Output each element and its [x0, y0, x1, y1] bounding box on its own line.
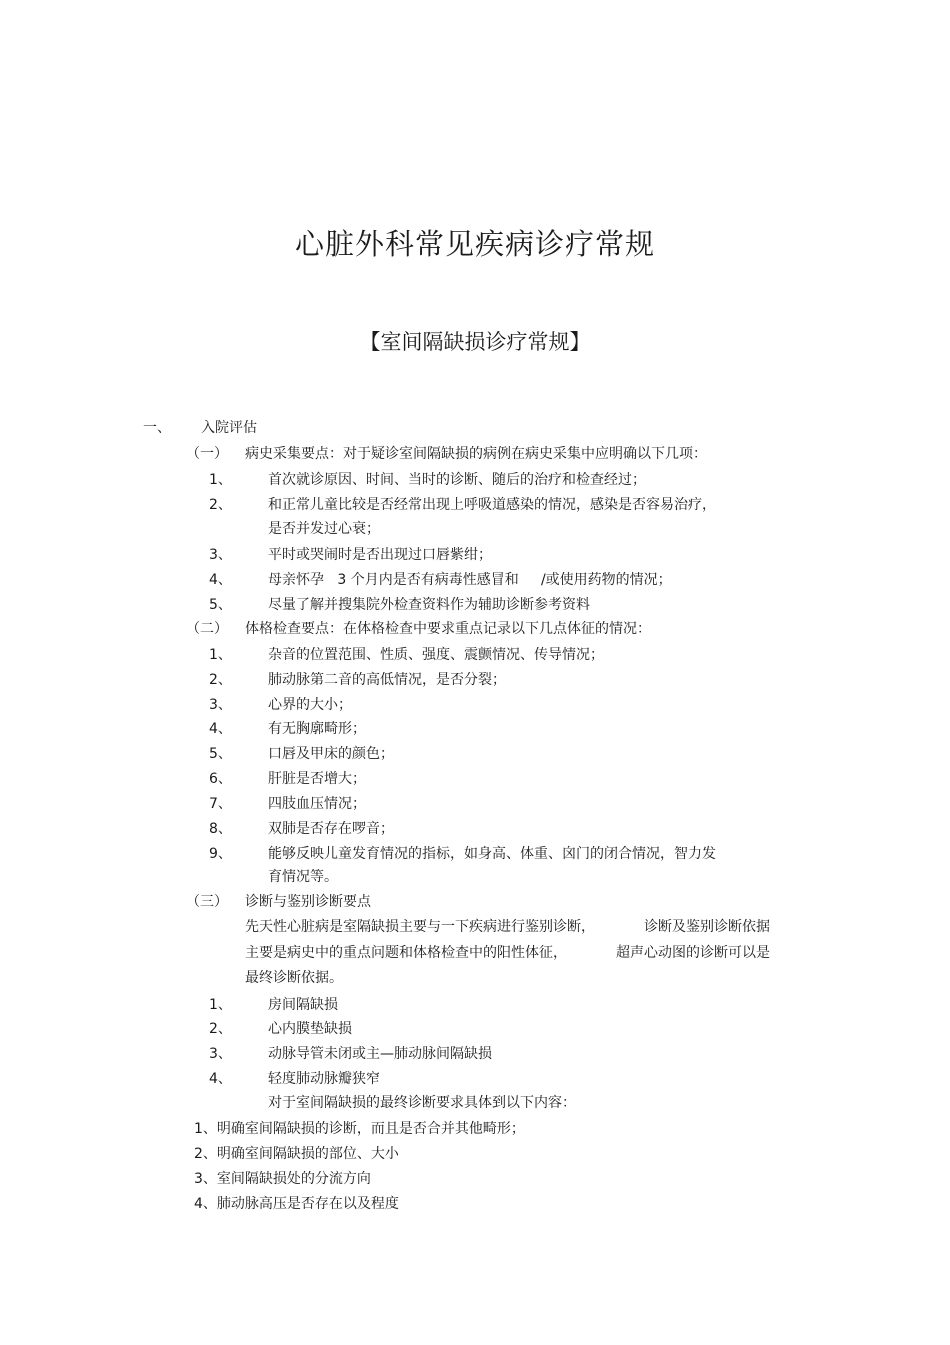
- final-list-item: 2、明确室间隔缺损的部位、大小: [194, 1146, 399, 1162]
- list-item-number: 4、: [209, 572, 232, 588]
- list-item-text: 尽量了解并搜集院外检查资料作为辅助诊断参考资料: [268, 597, 590, 613]
- list-item-text: 动脉导管未闭或主—肺动脉间隔缺损: [268, 1046, 492, 1062]
- list-item-number: 1、: [209, 997, 232, 1013]
- subsection-number: （一）: [186, 446, 228, 462]
- document-subtitle: 【室间隔缺损诊疗常规】: [359, 330, 591, 354]
- list-item-number: 5、: [209, 597, 232, 613]
- list-item-number: 5、: [209, 746, 232, 762]
- list-item-number: 3、: [209, 697, 232, 713]
- list-item-text: 口唇及甲床的颜色；: [268, 746, 394, 762]
- list-item-text: 房间隔缺损: [268, 997, 338, 1013]
- list-item-continuation: 育情况等。: [268, 869, 338, 885]
- subsection-heading: 病史采集要点：对于疑诊室间隔缺损的病例在病史采集中应明确以下几项：: [245, 446, 707, 462]
- list-item-text: 有无胸廓畸形；: [268, 721, 366, 737]
- list-item-number: 2、: [209, 672, 232, 688]
- list-item-text: 四肢血压情况；: [268, 796, 366, 812]
- list-item-number: 2、: [209, 1021, 232, 1037]
- list-item-number: 3、: [209, 547, 232, 563]
- list-item-text: 肺动脉第二音的高低情况，是否分裂；: [268, 672, 506, 688]
- final-list-item: 1、明确室间隔缺损的诊断，而且是否合并其他畸形；: [194, 1121, 525, 1137]
- list-item-number: 4、: [209, 721, 232, 737]
- list-item-text: 和正常儿童比较是否经常出现上呼吸道感染的情况，感染是否容易治疗，: [268, 497, 716, 513]
- section-heading: 入院评估: [201, 420, 257, 436]
- list-item-text: 轻度肺动脉瓣狭窄: [268, 1071, 380, 1087]
- list-item-text: 肝脏是否增大；: [268, 771, 366, 787]
- document-title: 心脏外科常见疾病诊疗常规: [294, 227, 655, 261]
- list-item-text: 心内膜垫缺损: [268, 1021, 352, 1037]
- paragraph-line: 最终诊断依据。: [245, 970, 343, 986]
- list-item-number: 7、: [209, 796, 232, 812]
- list-item-text: 双肺是否存在啰音；: [268, 821, 394, 837]
- list-item-continuation: 是否并发过心衰；: [268, 521, 380, 537]
- section-number: 一、: [143, 420, 171, 436]
- subsection-heading: 诊断与鉴别诊断要点: [245, 894, 371, 910]
- paragraph-line: 先天性心脏病是室隔缺损主要与一下疾病进行鉴别诊断， 诊断及鉴别诊断依据: [245, 919, 770, 935]
- list-item-number: 1、: [209, 647, 232, 663]
- final-list-item: 3、室间隔缺损处的分流方向: [194, 1171, 371, 1187]
- list-item-number: 9、: [209, 846, 232, 862]
- final-list-item: 4、肺动脉高压是否存在以及程度: [194, 1196, 399, 1212]
- paragraph-line: 主要是病史中的重点问题和体格检查中的阳性体征， 超声心动图的诊断可以是: [245, 945, 770, 961]
- list-item-number: 6、: [209, 771, 232, 787]
- list-item-text: 心界的大小；: [268, 697, 352, 713]
- list-item-text: 首次就诊原因、时间、当时的诊断、随后的治疗和检查经过；: [268, 472, 646, 488]
- list-item-number: 2、: [209, 497, 232, 513]
- list-item-number: 4、: [209, 1071, 232, 1087]
- list-item-text: 平时或哭闹时是否出现过口唇紫绀；: [268, 547, 492, 563]
- note-line: 对于室间隔缺损的最终诊断要求具体到以下内容：: [268, 1095, 576, 1111]
- subsection-number: （二）: [186, 621, 228, 637]
- list-item-number: 1、: [209, 472, 232, 488]
- list-item-text: 杂音的位置范围、性质、强度、震颤情况、传导情况；: [268, 647, 604, 663]
- subsection-heading: 体格检查要点：在体格检查中要求重点记录以下几点体征的情况：: [245, 621, 651, 637]
- list-item-number: 3、: [209, 1046, 232, 1062]
- list-item-text: 能够反映儿童发育情况的指标，如身高、体重、囟门的闭合情况，智力发: [268, 846, 716, 862]
- list-item-number: 8、: [209, 821, 232, 837]
- list-item-text: 母亲怀孕 3 个月内是否有病毒性感冒和 /或使用药物的情况；: [268, 572, 672, 588]
- subsection-number: （三）: [186, 894, 228, 910]
